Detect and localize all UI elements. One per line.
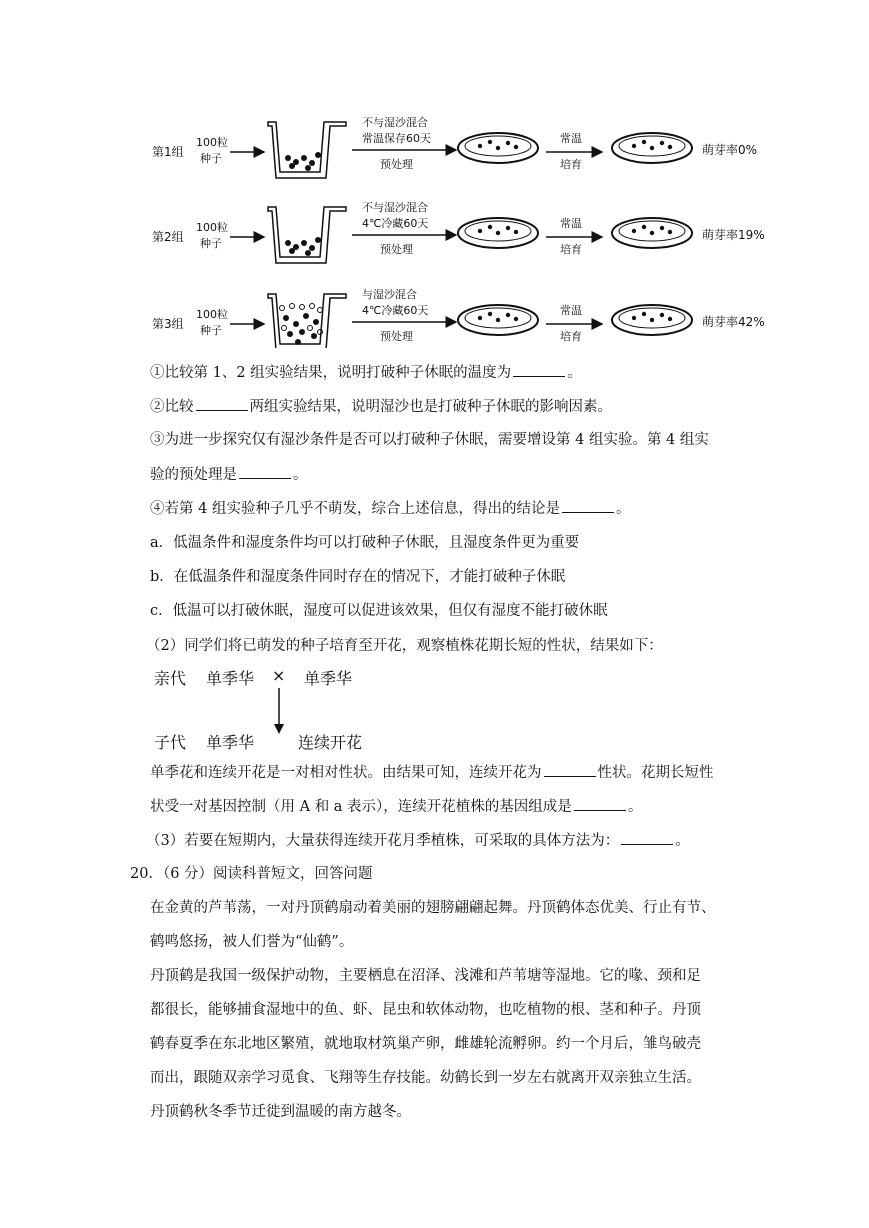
- answer-blank[interactable]: [621, 830, 673, 845]
- cross-symbol: ×: [272, 666, 286, 685]
- answer-blank[interactable]: [544, 762, 596, 777]
- treatment-sub: 预处理: [380, 158, 413, 171]
- q20-title: 20．（6 分）阅读科普短文，回答问题: [130, 866, 373, 882]
- treatment-line1: 与湿沙混合: [362, 288, 417, 301]
- germination-rate: 萌芽率0%: [702, 143, 758, 157]
- treatment-line2: 常温保存60天: [362, 132, 431, 145]
- seed-label: 种子: [200, 152, 222, 165]
- seeds-icon: [285, 237, 321, 256]
- treatment-line1: 不与湿沙混合: [362, 116, 428, 129]
- q1-item-2: ②比较 两组实验结果，说明湿沙也是打破种子休眠的影响因素。: [150, 396, 612, 417]
- answer-blank[interactable]: [562, 498, 614, 513]
- seed-label: 种子: [200, 324, 222, 337]
- culture-line2: 培育: [560, 243, 582, 256]
- petri-dish-icon: [612, 133, 692, 163]
- q20-p2-line5: 丹顶鹤秋冬季节迁徙到温暖的南方越冬。: [150, 1104, 411, 1120]
- seed-count: 100粒: [196, 221, 228, 234]
- option-a: a．低温条件和湿度条件均可以打破种子休眠，且湿度条件更为重要: [150, 535, 580, 551]
- q20-p1-line1: 在金黄的芦苇荡，一对丹顶鹤扇动着美丽的翅膀翩翩起舞。丹顶鹤体态优美、行止有节、: [150, 900, 716, 916]
- petri-dish-icon: [458, 218, 538, 248]
- petri-dish-icon: [612, 305, 692, 335]
- q2-line1: 单季花和连续开花是一对相对性状。由结果可知，连续开花为 性状。花期长短性: [150, 762, 714, 783]
- treatment-line1: 不与湿沙混合: [362, 201, 428, 214]
- culture-line1: 常温: [560, 304, 582, 317]
- experiment-diagram: [140, 108, 780, 348]
- option-c: c．低温可以打破休眠，湿度可以促进该效果，但仅有湿度不能打破休眠: [150, 603, 608, 619]
- group-row-2: [152, 200, 765, 263]
- answer-blank[interactable]: [513, 362, 565, 377]
- q1-item-4: ④若第 4 组实验种子几乎不萌发，综合上述信息，得出的结论是 。: [150, 498, 630, 519]
- treatment-sub: 预处理: [380, 330, 413, 343]
- cross-diagram: [150, 664, 390, 754]
- culture-line1: 常温: [560, 132, 582, 145]
- group-row-3: [152, 287, 765, 348]
- germination-rate: 萌芽率19%: [702, 228, 765, 242]
- child-label: 子代: [154, 733, 187, 752]
- culture-line2: 培育: [560, 158, 582, 171]
- parent-1: 单季华: [206, 669, 255, 688]
- group-label: 第3组: [152, 317, 184, 331]
- q20-p2-line1: 丹顶鹤是我国一级保护动物，主要栖息在沼泽、浅滩和芦苇塘等湿地。它的喙、颈和足: [150, 968, 701, 984]
- q2-line2: 状受一对基因控制（用 A 和 a 表示），连续开花植株的基因组成是 。: [150, 796, 642, 817]
- q20-p2-line2: 都很长，能够捕食湿地中的鱼、虾、昆虫和软体动物，也吃植物的根、茎和种子。丹顶: [150, 1002, 701, 1018]
- q1-item-1: ①比较第 1、2 组实验结果，说明打破种子休眠的温度为 。: [150, 362, 582, 383]
- q1-item-1-text: ①比较第 1、2 组实验结果，说明打破种子休眠的温度为: [150, 365, 512, 381]
- petri-dish-icon: [612, 218, 692, 248]
- q20-p1-line2: 鹤鸣悠扬，被人们誉为“仙鹤”。: [150, 934, 354, 950]
- q1-item-3-line1: ③为进一步探究仅有湿沙条件是否可以打破种子休眠，需要增设第 4 组实验。第 4 组实: [150, 432, 709, 448]
- option-b: b．在低温条件和湿度条件同时存在的情况下，才能打破种子休眠: [150, 569, 566, 585]
- seeds-sand-icon: [280, 304, 323, 346]
- q20-p2-line3: 鹤春夏季在东北地区繁殖，就地取材筑巢产卵，雌雄轮流孵卵。约一个月后，雏鸟破壳: [150, 1036, 701, 1052]
- treatment-line2: 4℃冷藏60天: [362, 217, 429, 230]
- group-label: 第1组: [152, 145, 184, 159]
- arrow-down-icon: [272, 688, 286, 734]
- group-label: 第2组: [152, 230, 184, 244]
- child-1: 单季华: [206, 733, 255, 752]
- answer-blank[interactable]: [239, 464, 291, 479]
- q20-p2-line4: 而出，跟随双亲学习觅食、飞翔等生存技能。幼鹤长到一岁左右就离开双亲独立生活。: [150, 1070, 701, 1086]
- germination-rate: 萌芽率42%: [702, 315, 765, 329]
- seed-label: 种子: [200, 237, 222, 250]
- seed-count: 100粒: [196, 136, 228, 149]
- seeds-icon: [285, 152, 321, 171]
- culture-line2: 培育: [560, 330, 582, 343]
- parent-label: 亲代: [154, 669, 187, 688]
- child-2: 连续开花: [298, 733, 363, 752]
- treatment-sub: 预处理: [380, 243, 413, 256]
- petri-dish-icon: [458, 305, 538, 335]
- answer-blank[interactable]: [574, 796, 626, 811]
- q1-item-3-line2: 验的预处理是 。: [150, 464, 308, 485]
- treatment-line2: 4℃冷藏60天: [362, 304, 429, 317]
- answer-blank[interactable]: [196, 396, 248, 411]
- container-icon: [268, 294, 346, 348]
- parent-2: 单季华: [304, 669, 353, 688]
- group-row-1: [152, 115, 757, 178]
- q3: （3）若要在短期内，大量获得连续开花月季植株，可采取的具体方法为： 。: [146, 830, 690, 851]
- petri-dish-icon: [458, 133, 538, 163]
- culture-line1: 常温: [560, 217, 582, 230]
- q2-intro: （2）同学们将已萌发的种子培育至开花，观察植株花期长短的性状，结果如下：: [146, 638, 663, 654]
- seed-count: 100粒: [196, 308, 228, 321]
